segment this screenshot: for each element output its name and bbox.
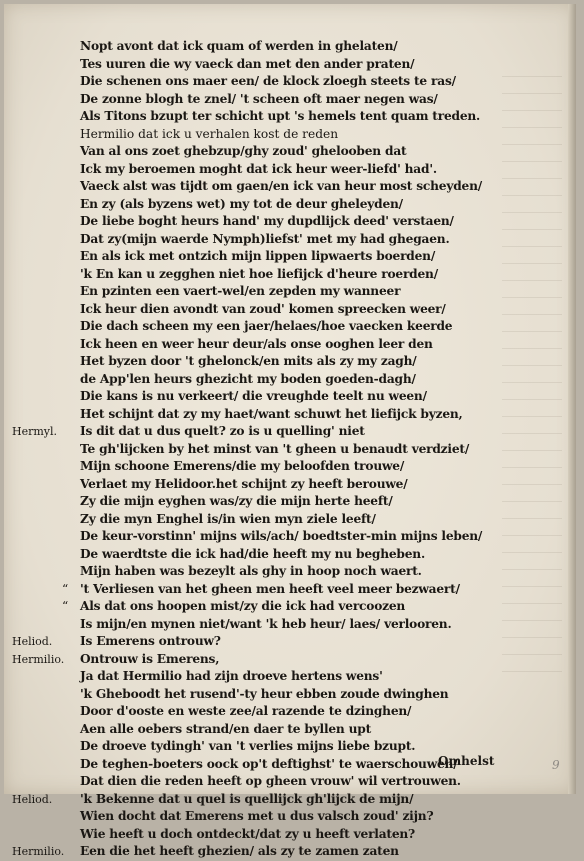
verse-line-text: Door d'ooste en weste zee/al razende te dzinghen/ xyxy=(80,704,412,718)
quotation-mark: “ xyxy=(62,599,69,613)
verse-line xyxy=(4,598,564,616)
verse-line-text: Is dit dat u dus quelt? zo is u quelling' niet xyxy=(80,424,365,438)
verse-line-text: Het schijnt dat zy my haet/want schuwt het liefijck byzen, xyxy=(80,406,463,421)
verse-line xyxy=(4,336,564,354)
verse-line xyxy=(4,528,564,546)
verse-line xyxy=(4,91,564,109)
speaker-label: Hermilio. xyxy=(12,652,65,666)
verse-line xyxy=(4,283,564,301)
verse-line xyxy=(4,458,564,476)
verse-line-text: Mijn schoone Emerens/die my beloofden trouwe/ xyxy=(80,459,405,473)
verse-line xyxy=(4,581,564,599)
verse-line-text: En pzinten een vaert-wel/en zepden my wanneer xyxy=(80,284,401,298)
verse-line-text: 'k Bekenne dat u quel is quellijck gh'lijck de mijn/ xyxy=(80,791,414,806)
quotation-mark: “ xyxy=(62,581,69,596)
verse-line-text: Is Emerens ontrouw? xyxy=(80,634,221,648)
verse-line xyxy=(4,196,564,214)
verse-line xyxy=(4,826,564,844)
verse-line xyxy=(4,651,564,669)
verse-line-text: Hermilio dat ick u verhalen kost de reden xyxy=(80,126,339,141)
verse-line-text: Als dat ons hoopen mist/zy die ick had vercoozen xyxy=(80,599,406,613)
speaker-label: Hermyl. xyxy=(12,425,58,438)
verse-line xyxy=(4,178,564,196)
verse-line xyxy=(4,143,564,161)
verse-line-text: Als Titons bzupt ter schicht upt 's hemels tent quam treden. xyxy=(80,109,481,123)
verse-line xyxy=(4,388,564,406)
verse-line xyxy=(4,108,564,126)
verse-line-text: 't Verliesen van het gheen men heeft veel meer bezwaert/ xyxy=(80,581,460,596)
catchword: Omhelst xyxy=(438,754,495,768)
verse-line xyxy=(4,73,564,91)
verse-line xyxy=(4,353,564,371)
verse-line-text: De zonne blogh te znel/ 't scheen oft maer negen was/ xyxy=(80,91,438,106)
verse-line-text: 'k En kan u zegghen niet hoe liefijck d'heure roerden/ xyxy=(80,266,438,281)
speaker-label: Hermilio. xyxy=(12,845,65,858)
verse-line-text: Dat zy(mijn waerde Nymph)liefst' met my had ghegaen. xyxy=(80,231,450,246)
verse-line xyxy=(4,318,564,336)
verse-line xyxy=(4,703,564,721)
verse-line xyxy=(4,248,564,266)
verse-line-text: Ick my beroemen moght dat ick heur weer-liefd' had'. xyxy=(80,161,437,176)
verse-line xyxy=(4,406,564,424)
verse-line xyxy=(4,161,564,179)
verse-line-text: Wie heeft u doch ontdeckt/dat zy u heeft verlaten? xyxy=(80,826,415,841)
verse-line xyxy=(4,441,564,459)
verse-line xyxy=(4,423,564,441)
verse-line-text: 'k Gheboodt het rusend'-ty heur ebben zoude dwinghen xyxy=(80,686,449,701)
verse-line-text: Van al ons zoet ghebzup/ghy zoud' ghelooben dat xyxy=(80,144,407,158)
book-page xyxy=(4,4,576,858)
verse-line-text: Is mijn/en mynen niet/want 'k heb heur/ laes/ verlooren. xyxy=(80,616,452,631)
verse-line xyxy=(4,213,564,231)
verse-line-text: Ick heen en weer heur deur/als onse ooghen leer den xyxy=(80,336,433,351)
verse-line-text: Aen alle oebers strand/en daer te byllen upt xyxy=(80,721,372,736)
verse-line-text: Tes uuren die wy vaeck dan met den ander praten/ xyxy=(80,56,415,71)
verse-line-text: De liebe boght heurs hand' my dupdlijck deed' verstaen/ xyxy=(80,214,454,228)
pencil-mark: 9 xyxy=(552,758,560,772)
speaker-label: Heliod. xyxy=(12,792,53,806)
verse-line-text: Zy die mijn eyghen was/zy die mijn herte heeft/ xyxy=(80,494,393,508)
verse-line-text: De waerdtste die ick had/die heeft my nu begheben. xyxy=(80,546,425,561)
verse-line xyxy=(4,56,564,74)
verse-line-text: Ontrouw is Emerens, xyxy=(80,651,220,666)
verse-line-text: De droeve tydingh' van 't verlies mijns liebe bzupt. xyxy=(80,739,416,753)
verse-line xyxy=(4,738,564,756)
verse-line-text: Dat dien die reden heeft op gheen vrouw' wil vertrouwen. xyxy=(80,774,461,788)
verse-line-text: Die kans is nu verkeert/ die vreughde teelt nu ween/ xyxy=(80,389,427,403)
verse-line xyxy=(4,686,564,704)
verse-line-text: Een die het heeft ghezien/ als zy te zamen zaten xyxy=(80,844,399,858)
verse-line xyxy=(4,791,564,809)
verse-text-block xyxy=(4,38,564,861)
verse-line-text: Nopt avont dat ick quam of werden in ghelaten/ xyxy=(80,39,398,53)
verse-line-text: Wien docht dat Emerens met u dus valsch zoud' zijn? xyxy=(80,809,434,823)
verse-line xyxy=(4,721,564,739)
verse-line xyxy=(4,371,564,389)
verse-line-text: De keur-vorstinn' mijns wils/ach/ boedtster-min mijns leben/ xyxy=(80,529,483,543)
verse-line xyxy=(4,808,564,826)
verse-line-text: Vaeck alst was tijdt om gaen/en ick van heur most scheyden/ xyxy=(80,179,483,193)
verse-line-text: Ja dat Hermilio had zijn droeve hertens wens' xyxy=(80,669,383,683)
verse-line-text: Het byzen door 't ghelonck/en mits als zy my zagh/ xyxy=(80,354,417,368)
verse-line-text: Mijn haben was bezeylt als ghy in hoop noch waert. xyxy=(80,564,422,578)
verse-line-text: Te gh'lijcken by het minst van 't gheen u benaudt verdziet/ xyxy=(80,441,470,456)
verse-line-text: Zy die myn Enghel is/in wien myn ziele leeft/ xyxy=(80,511,376,526)
verse-line xyxy=(4,773,564,791)
verse-line xyxy=(4,633,564,651)
verse-line xyxy=(4,266,564,284)
verse-line xyxy=(4,616,564,634)
verse-line-text: Verlaet my Helidoor.het schijnt zy heeft berouwe/ xyxy=(80,476,408,491)
verse-line xyxy=(4,476,564,494)
verse-line-text: Die dach scheen my een jaer/helaes/hoe vaecken keerde xyxy=(80,319,453,333)
verse-line-text: Ick heur dien avondt van zoud' komen spreecken weer/ xyxy=(80,301,446,316)
verse-line-text: En zy (als byzens wet) my tot de deur gheleyden/ xyxy=(80,196,403,211)
verse-line xyxy=(4,511,564,529)
verse-line xyxy=(4,126,564,144)
verse-line xyxy=(4,493,564,511)
verse-line xyxy=(4,38,564,56)
page-edge xyxy=(568,4,576,794)
verse-line-text: En als ick met ontzich mijn lippen lipwaerts boerden/ xyxy=(80,249,436,263)
speaker-label: Heliod. xyxy=(12,635,53,648)
verse-line-text: De teghen-boeters oock op't deftighst' te waerschouwen/ xyxy=(80,756,458,771)
verse-line-text: Die schenen ons maer een/ de klock zloegh steets te ras/ xyxy=(80,74,456,88)
verse-line xyxy=(4,668,564,686)
verse-line xyxy=(4,231,564,249)
verse-line xyxy=(4,843,564,861)
verse-line xyxy=(4,301,564,319)
verse-line xyxy=(4,546,564,564)
verse-line-text: de App'len heurs ghezicht my boden goeden-dagh/ xyxy=(80,371,416,386)
verse-line xyxy=(4,563,564,581)
